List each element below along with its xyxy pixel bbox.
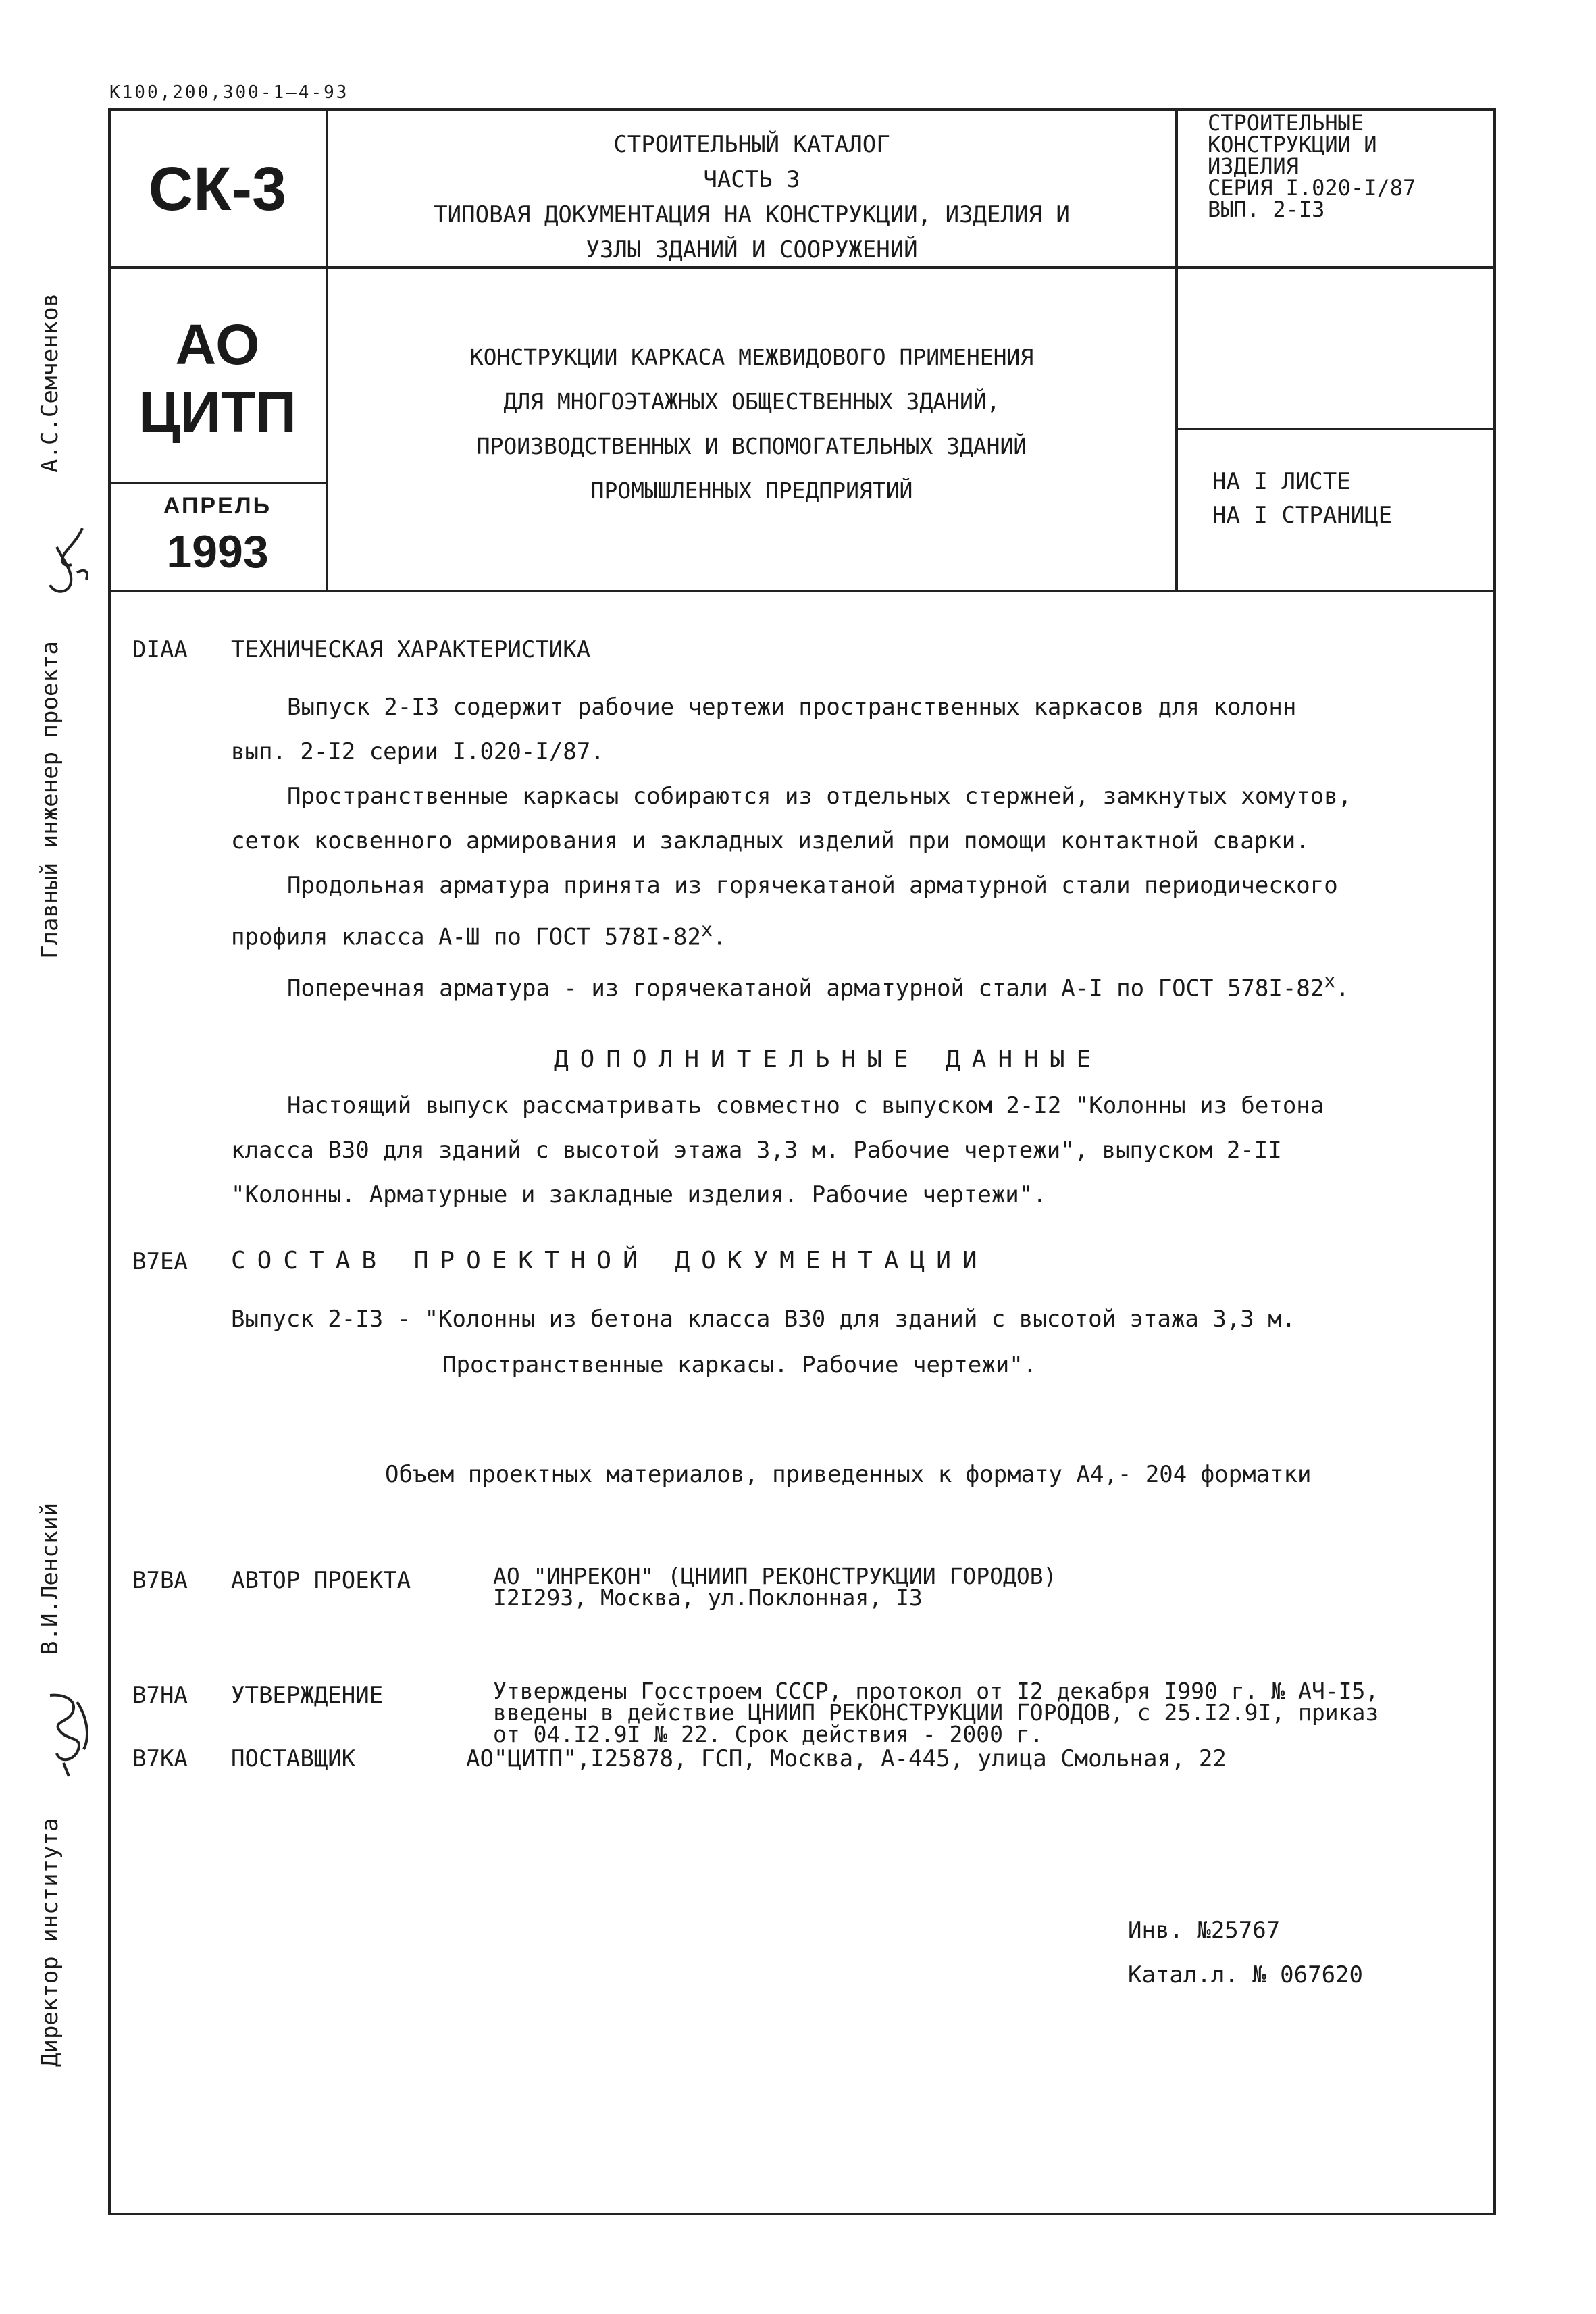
document-code: К100,200,300-1—4-93 (109, 82, 349, 103)
paragraph-line: Продольная арматура принята из горячекатаной арматурной стали периодического (287, 872, 1338, 899)
supplier-info: АО"ЦИТП",I25878, ГСП, Москва, А-445, улица Смольная, 22 (466, 1745, 1227, 1772)
catalog-line: СТРОИТЕЛЬНЫЙ КАТАЛОГ (613, 131, 890, 158)
catalog-line: ЧАСТЬ 3 (703, 166, 800, 193)
director-role: Директор института (36, 1818, 63, 2067)
paragraph-text: Поперечная арматура - из горячекатаной арматурной стали А-I по ГОСТ 578I-82 (287, 975, 1324, 1002)
inventory-number: Инв. №25767 (1128, 1917, 1281, 1944)
catalog-code: СК-3 (148, 155, 287, 224)
chief-engineer-signature (30, 520, 104, 601)
superscript-mark: х (700, 919, 713, 941)
author-line: I2I293, Москва, ул.Поклонная, I3 (493, 1585, 923, 1611)
catalog-description (328, 127, 1175, 267)
field-label: ПОСТАВЩИК (231, 1745, 356, 1772)
field-label: УТВЕРЖДЕНИЕ (231, 1682, 384, 1709)
paragraph-line: класса В30 для зданий с высотой этажа 3,3 м. Рабочие чертежи", выпуском 2-II (231, 1137, 1282, 1164)
series-line: СТРОИТЕЛЬНЫЕ (1208, 110, 1364, 136)
series-line: КОНСТРУКЦИИ И (1208, 132, 1377, 157)
sheet-info (1212, 465, 1392, 532)
period: . (1335, 975, 1349, 1002)
title-line: ПРОИЗВОДСТВЕННЫХ И ВСПОМОГАТЕЛЬНЫХ ЗДАНИЙ (476, 433, 1027, 459)
issue-month: АПРЕЛЬ (163, 493, 272, 519)
section-heading: ТЕХНИЧЕСКАЯ ХАРАКТЕРИСТИКА (231, 636, 591, 663)
section-code: В7ВА (132, 1567, 188, 1594)
author-line: АО "ИНРЕКОН" (ЦНИИП РЕКОНСТРУКЦИИ ГОРОДОВ) (493, 1563, 1057, 1589)
director-name: В.И.Ленский (36, 1502, 63, 1655)
section-heading: СОСТАВ ПРОЕКТНОЙ ДОКУМЕНТАЦИИ (231, 1247, 989, 1275)
approval-info (493, 1680, 1379, 1745)
approval-line: введены в действие ЦНИИП РЕКОНСТРУКЦИИ ГОРОДОВ, с 25.I2.9I, приказ (493, 1699, 1379, 1726)
title-line: КОНСТРУКЦИИ КАРКАСА МЕЖВИДОВОГО ПРИМЕНЕНИЯ (469, 344, 1034, 370)
volume-line: Объем проектных материалов, приведенных к формату А4,- 204 форматки (385, 1461, 1312, 1488)
paragraph-line (231, 908, 727, 959)
catalog-sheet-number: Катал.л. № 067620 (1128, 1961, 1363, 1988)
title-line: ДЛЯ МНОГОЭТАЖНЫХ ОБЩЕСТВЕННЫХ ЗДАНИЙ, (503, 388, 1000, 415)
section-code: В7НА (132, 1682, 188, 1709)
superscript-mark: х (1324, 970, 1336, 992)
section-heading: ДОПОЛНИТЕЛЬНЫЕ ДАННЫЕ (554, 1046, 1103, 1073)
director-signature (30, 1682, 104, 1783)
title-line: ПРОМЫШЛЕННЫХ ПРЕДПРИЯТИЙ (590, 478, 913, 504)
document-title (328, 335, 1175, 513)
paragraph-line: Пространственные каркасы. Рабочие чертежи". (442, 1352, 1037, 1379)
header-divider (108, 590, 1496, 592)
sheet-count: НА I ЛИСТЕ (1212, 468, 1351, 495)
header-divider (108, 482, 327, 484)
period: . (713, 923, 727, 951)
series-line: ВЫП. 2-I3 (1208, 197, 1325, 222)
page-count: НА I СТРАНИЦЕ (1212, 502, 1393, 529)
chief-engineer-name: А.С.Семченков (36, 292, 63, 473)
approval-line: от 04.I2.9I № 22. Срок действия - 2000 г. (493, 1721, 1044, 1747)
section-code: В7КА (132, 1745, 188, 1772)
series-block (1208, 112, 1416, 220)
paragraph-line: Выпуск 2-I3 содержит рабочие чертежи пространственных каркасов для колонн (287, 694, 1297, 721)
issue-year: 1993 (166, 526, 269, 577)
catalog-line: УЗЛЫ ЗДАНИЙ И СООРУЖЕНИЙ (586, 236, 918, 263)
paragraph-line: вып. 2-I2 серии I.020-I/87. (231, 738, 604, 765)
paragraph-text: профиля класса А-Ш по ГОСТ 578I-82 (231, 923, 701, 951)
section-code: В7ЕА (132, 1248, 188, 1275)
field-label: АВТОР ПРОЕКТА (231, 1567, 411, 1594)
paragraph-line: сеток косвенного армирования и закладных изделий при помощи контактной сварки. (231, 827, 1310, 854)
series-line: СЕРИЯ I.020-I/87 (1208, 175, 1416, 201)
approval-line: Утверждены Госстроем СССР, протокол от I2 декабря I990 г. № АЧ-I5, (493, 1678, 1379, 1704)
chief-engineer-role: Главный инженер проекта (36, 641, 63, 959)
header-divider (1175, 108, 1178, 591)
section-code: DIAA (132, 636, 188, 663)
paragraph-line: "Колонны. Арматурные и закладные изделия. Рабочие чертежи". (231, 1181, 1047, 1208)
paragraph-line: Пространственные каркасы собираются из отдельных стержней, замкнутых хомутов, (287, 783, 1352, 810)
org-name-line2: ЦИТП (138, 380, 297, 444)
author-info (493, 1563, 1057, 1611)
paragraph-line: Выпуск 2-I3 - "Колонны из бетона класса В30 для зданий с высотой этажа 3,3 м. (231, 1306, 1296, 1333)
header-divider (1175, 428, 1496, 430)
catalog-line: ТИПОВАЯ ДОКУМЕНТАЦИЯ НА КОНСТРУКЦИИ, ИЗДЕЛИЯ И (434, 201, 1070, 228)
org-name-line1: АО (175, 313, 260, 376)
paragraph-line: Настоящий выпуск рассматривать совместно с выпуском 2-I2 "Колонны из бетона (287, 1092, 1324, 1119)
series-line: ИЗДЕЛИЯ (1208, 153, 1299, 179)
paragraph-line (287, 959, 1349, 1010)
